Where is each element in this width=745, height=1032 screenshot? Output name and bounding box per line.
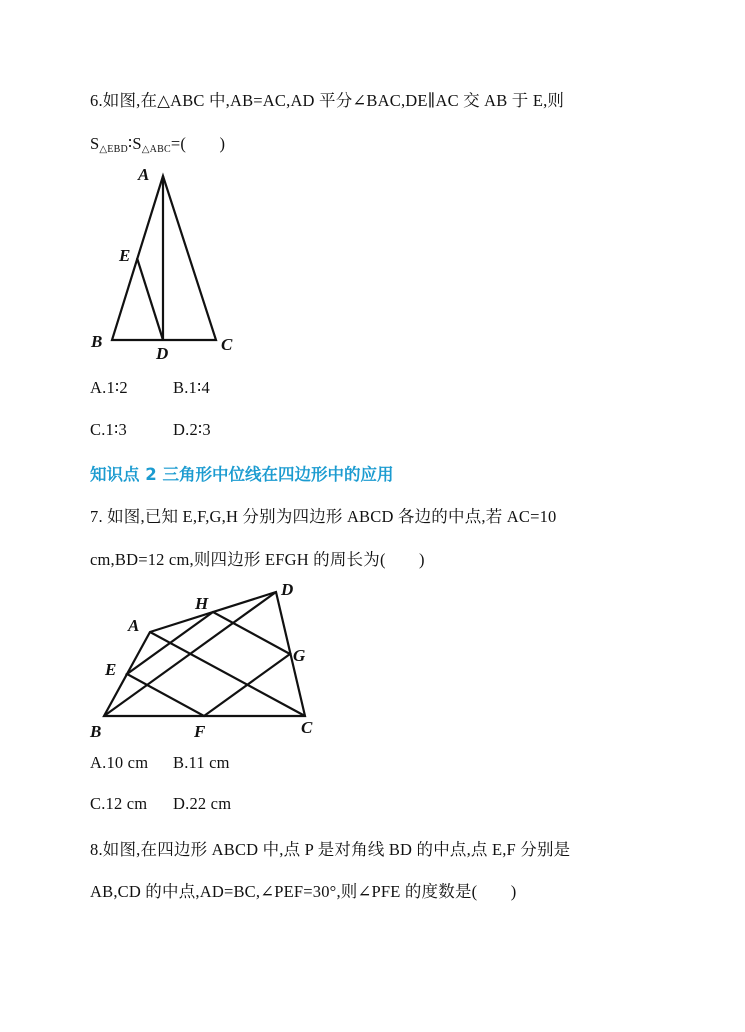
diagonal-bd [104, 592, 276, 716]
section-heading: 知识点 2 三角形中位线在四边形中的应用 [90, 465, 394, 484]
label-c: C [221, 335, 233, 354]
q8-line-2: AB,CD 的中点,AD=BC,∠PEF=30°,则∠PFE 的度数是( ) [90, 882, 517, 901]
q7-line-1: 7. 如图,已知 E,F,G,H 分别为四边形 ABCD 各边的中点,若 AC=10 [90, 507, 557, 526]
label-b: B [91, 332, 103, 351]
area-sub-ebd: △EBD [99, 144, 128, 155]
diagonal-ac [150, 632, 305, 716]
area-sub-abc: △ABC [141, 144, 171, 155]
label-b: B [90, 722, 102, 741]
q7-option-a[interactable]: A.10 cm [90, 753, 149, 772]
label-d: D [281, 580, 294, 599]
q7-options-row-1 [90, 753, 230, 773]
q6-option-c[interactable]: C.1∶3 [90, 420, 127, 439]
q7-option-b[interactable]: B.11 cm [173, 753, 230, 772]
label-g: G [293, 646, 306, 665]
q7-line-2: cm,BD=12 cm,则四边形 EFGH 的周长为( ) [90, 550, 425, 569]
area-s2: S [132, 134, 142, 153]
label-h: H [195, 594, 209, 613]
label-e: E [105, 660, 117, 679]
q6-option-b[interactable]: B.1∶4 [173, 378, 210, 397]
q7-option-d[interactable]: D.22 cm [173, 794, 232, 813]
label-a: A [128, 616, 140, 635]
ratio-sign: ∶ [127, 134, 133, 153]
label-f: F [194, 722, 206, 741]
label-e: E [119, 246, 131, 265]
q8-line-1: 8.如图,在四边形 ABCD 中,点 P 是对角线 BD 的中点,点 E,F 分别是 [90, 840, 571, 859]
label-d: D [156, 344, 169, 363]
label-a: A [138, 165, 150, 184]
q6-option-a[interactable]: A.1∶2 [90, 378, 128, 397]
q7-options-row-2 [90, 794, 231, 814]
q6-answer-blank: =( ) [170, 134, 226, 153]
q6-line-1: 6.如图,在△ABC 中,AB=AC,AD 平分∠BAC,DE∥AC 交 AB 于 E,则 [90, 91, 565, 110]
q6-option-d[interactable]: D.2∶3 [173, 420, 211, 439]
q7-option-c[interactable]: C.12 cm [90, 794, 148, 813]
label-c: C [301, 718, 313, 737]
area-s1: S [90, 134, 100, 153]
